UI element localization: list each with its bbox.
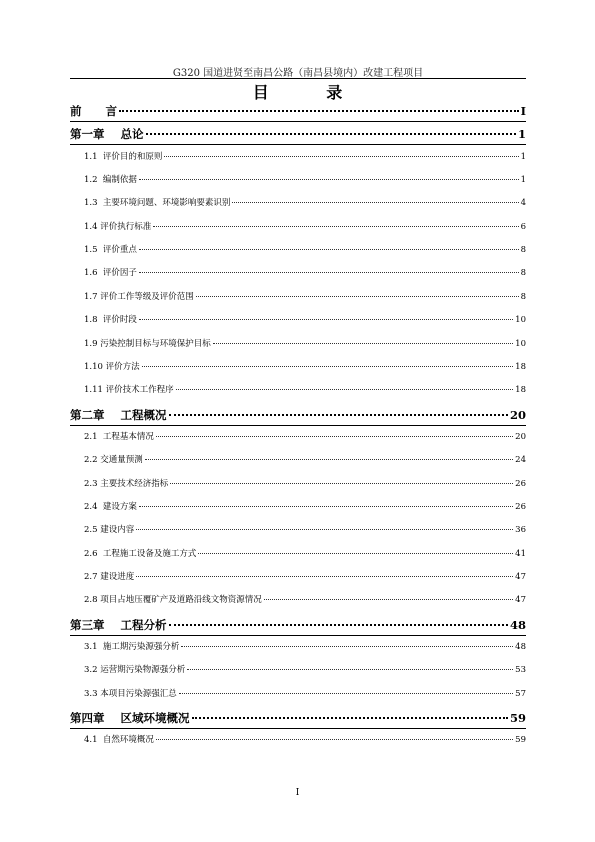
toc-entry-label: 4.1 自然环境概况 — [84, 735, 154, 746]
running-header: G320 国道进贤至南昌公路（南昌县境内）改建工程项目 — [172, 68, 424, 79]
toc-section-entry[interactable] — [84, 337, 526, 349]
toc-section-entry[interactable] — [84, 266, 526, 278]
toc-entry-label: 2.8 项目占地压覆矿产及道路沿线文物资源情况 — [84, 595, 262, 606]
toc-entry-label: 1.1 评价目的和原则 — [84, 151, 163, 162]
toc-section-entry[interactable] — [84, 523, 526, 535]
toc-entry-page: 10 — [515, 338, 526, 349]
toc-section-entry[interactable] — [84, 196, 526, 208]
toc-title: 目 录 — [252, 83, 369, 102]
toc-section-entry[interactable] — [84, 313, 526, 325]
toc-entry-page: 59 — [515, 735, 526, 746]
toc-section-entry[interactable] — [84, 290, 526, 302]
toc-leader-dots — [169, 624, 508, 626]
toc-entry-page: I — [520, 104, 526, 118]
toc-entry-page: 6 — [520, 221, 526, 232]
toc-leader-dots — [232, 202, 518, 203]
toc-entry-label: 3.1 施工期污染源强分析 — [84, 642, 180, 653]
toc-entry-page: 57 — [515, 688, 526, 699]
toc-entry-label: 3.2 运营期污染物源强分析 — [84, 665, 186, 676]
toc-entry-page: 36 — [515, 525, 526, 536]
toc-entry-page: 1 — [520, 151, 526, 162]
toc-entry-label: 1.2 编制依据 — [84, 175, 137, 186]
toc-section-entry[interactable] — [84, 547, 526, 559]
chapter-rule — [70, 121, 526, 122]
toc-entry-page: 4 — [520, 198, 526, 209]
toc-entry-page: 59 — [509, 711, 526, 726]
toc-entry-label: 1.8 评价时段 — [84, 315, 137, 326]
toc-leader-dots — [139, 179, 519, 180]
toc-leader-dots — [213, 343, 513, 344]
toc-leader-dots — [156, 436, 513, 437]
toc-entry-label: 2.3 主要技术经济指标 — [84, 478, 169, 489]
toc-section-entry[interactable] — [84, 150, 526, 162]
toc-leader-dots — [145, 459, 513, 460]
toc-entry-page: 20 — [515, 431, 526, 442]
toc-leader-dots — [139, 506, 513, 507]
toc-leader-dots — [181, 646, 513, 647]
toc-entry-page: 26 — [515, 478, 526, 489]
toc-section-entry[interactable] — [84, 383, 526, 395]
toc-leader-dots — [153, 226, 518, 227]
toc-section-entry[interactable] — [84, 453, 526, 465]
toc-section-entry[interactable] — [84, 640, 526, 652]
toc-section-entry[interactable] — [84, 173, 526, 185]
toc-entry-page: 48 — [509, 617, 526, 632]
toc-chapter-entry[interactable] — [70, 710, 526, 726]
toc-entry-label: 第三章 工程分析 — [70, 617, 167, 632]
toc-entry-label: 1.6 评价因子 — [84, 268, 137, 279]
toc-leader-dots — [170, 483, 513, 484]
toc-section-entry[interactable] — [84, 243, 526, 255]
toc-entry-label: 1.11 评价技术工作程序 — [84, 385, 174, 396]
toc-entry-label: 第二章 工程概况 — [70, 407, 167, 422]
toc-leader-dots — [139, 249, 519, 250]
toc-leader-dots — [146, 133, 516, 135]
toc-section-entry[interactable] — [84, 477, 526, 489]
toc-entry-page: 8 — [520, 245, 526, 256]
toc-leader-dots — [139, 272, 519, 273]
toc-entry-page: 8 — [520, 268, 526, 279]
toc-leader-dots — [119, 110, 519, 112]
toc-entry-label: 2.6 工程施工设备及施工方式 — [84, 548, 197, 559]
toc-entry-label: 1.7 评价工作等级及评价范围 — [84, 291, 194, 302]
toc-entry-label: 前 言 — [70, 104, 118, 118]
toc-section-entry[interactable] — [84, 733, 526, 745]
toc-section-entry[interactable] — [84, 570, 526, 582]
toc-section-entry[interactable] — [84, 360, 526, 372]
toc-entry-page: 1 — [520, 175, 526, 186]
toc-entry-label: 3.3 本项目污染源强汇总 — [84, 688, 177, 699]
toc-leader-dots — [136, 529, 513, 530]
toc-leader-dots — [139, 319, 513, 320]
chapter-rule — [70, 144, 526, 145]
chapter-rule — [70, 425, 526, 426]
toc-entry-label: 2.4 建设方案 — [84, 501, 137, 512]
toc-entry-label: 2.1 工程基本情况 — [84, 431, 154, 442]
toc-section-entry[interactable] — [84, 430, 526, 442]
toc-leader-dots — [196, 296, 519, 297]
toc-chapter-entry[interactable] — [70, 126, 526, 142]
toc-leader-dots — [198, 553, 513, 554]
toc-section-entry[interactable] — [84, 687, 526, 699]
toc-entry-label: 1.3 主要环境问题、环境影响要素识别 — [84, 198, 231, 209]
toc-leader-dots — [179, 693, 513, 694]
toc-entry-label: 1.5 评价重点 — [84, 245, 137, 256]
toc-entry-page: 48 — [515, 642, 526, 653]
toc-section-entry[interactable] — [84, 663, 526, 675]
toc-leader-dots — [136, 576, 513, 577]
toc-entry-page: 26 — [515, 501, 526, 512]
toc-leader-dots — [176, 389, 514, 390]
toc-chapter-entry[interactable] — [70, 407, 526, 423]
toc-leader-dots — [156, 739, 513, 740]
toc-leader-dots — [142, 366, 514, 367]
toc-entry-page: 20 — [509, 407, 526, 422]
toc-entry-page: 41 — [515, 548, 526, 559]
toc-entry-page: 47 — [515, 572, 526, 582]
toc-section-entry[interactable] — [84, 220, 526, 232]
toc-chapter-entry[interactable] — [70, 103, 526, 119]
chapter-rule — [70, 635, 526, 636]
toc-entry-label: 1.10 评价方法 — [84, 361, 140, 372]
toc-entry-label: 2.7 建设进度 — [84, 572, 135, 582]
toc-entry-page: 47 — [515, 595, 526, 606]
toc-leader-dots — [264, 599, 513, 600]
toc-leader-dots — [164, 156, 518, 157]
toc-leader-dots — [192, 717, 508, 719]
toc-entry-label: 2.5 建设内容 — [84, 525, 135, 536]
toc-entry-label: 2.2 交通量预测 — [84, 455, 143, 466]
toc-leader-dots — [169, 414, 508, 416]
toc-chapter-entry[interactable] — [70, 617, 526, 633]
page-number: I — [295, 788, 300, 798]
toc-entry-page: 1 — [517, 127, 526, 142]
toc-entry-label: 第四章 区域环境概况 — [70, 711, 190, 726]
toc-section-entry[interactable] — [84, 500, 526, 512]
toc-entry-label: 1.9 污染控制目标与环境保护目标 — [84, 338, 211, 349]
chapter-rule — [70, 728, 526, 729]
toc-entry-label: 1.4 评价执行标准 — [84, 221, 152, 232]
toc-leader-dots — [187, 669, 513, 670]
toc-entry-page: 10 — [515, 315, 526, 326]
toc-entry-label: 第一章 总论 — [70, 127, 144, 142]
toc-entry-page: 24 — [515, 455, 526, 466]
toc-entry-page: 18 — [515, 361, 526, 372]
toc-entry-page: 18 — [515, 385, 526, 396]
toc-entry-page: 53 — [515, 665, 526, 676]
toc-entry-page: 8 — [520, 291, 526, 302]
toc-section-entry[interactable] — [84, 593, 526, 605]
